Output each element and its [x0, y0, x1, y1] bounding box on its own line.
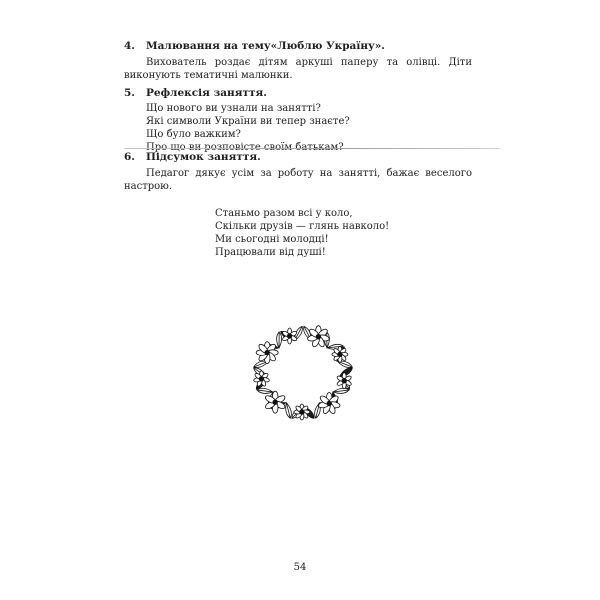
question-item: Що нового ви узнали на занятті? — [146, 103, 321, 114]
reflection-questions — [146, 102, 472, 154]
poem-line: Станьмо разом всі у коло, — [215, 208, 353, 219]
section-6-title: Підсумок заняття. — [146, 151, 261, 163]
question-item: Що було важким? — [146, 129, 241, 140]
divider-line — [124, 148, 500, 149]
page-number: 54 — [293, 562, 307, 573]
wreath-leaf — [277, 332, 282, 348]
section-4 — [124, 40, 472, 82]
poem — [215, 207, 389, 259]
wreath-flower — [256, 342, 278, 364]
section-5-heading — [124, 87, 472, 100]
section-4-number: 4. — [124, 40, 135, 52]
section-4-heading — [124, 40, 472, 53]
section-4-title: Малювання на тему«Люблю Україну». — [146, 40, 385, 52]
section-6-paragraph: Педагог дякує усім за роботу на занятті, бажає веселого настрою. — [124, 168, 472, 192]
wreath-flower — [336, 373, 352, 389]
question-item: Які символи України ви тепер знаєте? — [146, 116, 350, 127]
wreath-leaf — [284, 402, 293, 419]
section-5-number: 5. — [124, 87, 135, 99]
section-6 — [124, 151, 472, 193]
section-5-title: Рефлексія заняття. — [146, 87, 267, 99]
floral-wreath-icon — [244, 318, 362, 428]
section-4-paragraph: Вихователь роздає дітям аркуші паперу та олівці. Діти виконують тематичні малюнки. — [124, 57, 472, 81]
wreath-leaf — [333, 387, 350, 394]
poem-line: Працювали від душі! — [215, 247, 326, 258]
poem-line: Скільки друзів — глянь навколо! — [215, 221, 390, 232]
section-6-number: 6. — [124, 151, 135, 163]
wreath-flower — [318, 393, 341, 415]
section-6-heading — [124, 151, 472, 164]
wreath-flower — [294, 404, 310, 420]
wreath-flower — [332, 346, 348, 362]
poem-line: Ми сьогодні молодці! — [215, 234, 329, 245]
section-5 — [124, 87, 472, 154]
